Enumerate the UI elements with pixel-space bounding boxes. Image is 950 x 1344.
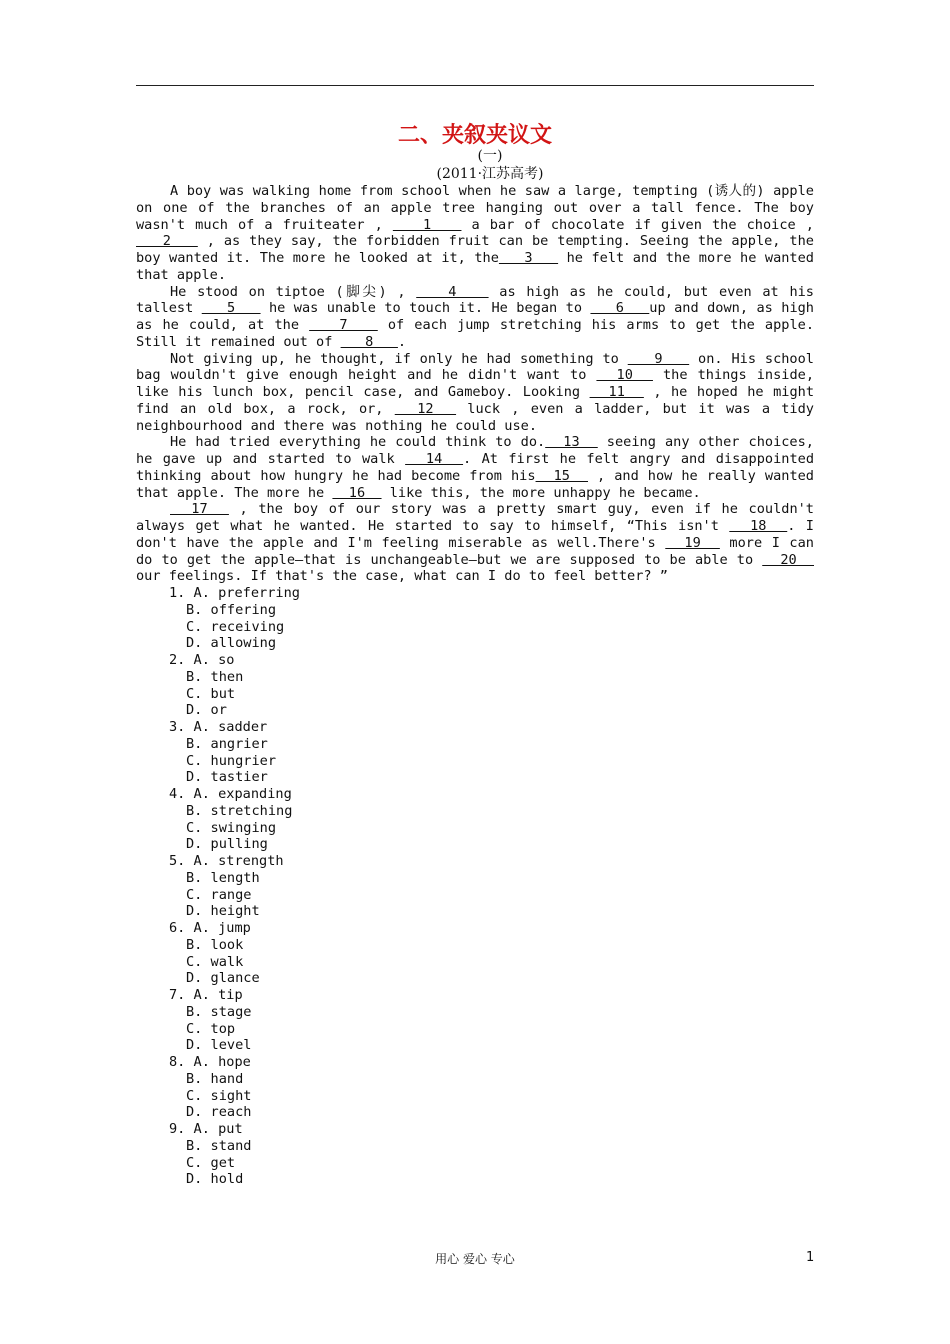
answer-blank: 10	[596, 367, 653, 384]
answer-option: C. sight	[186, 1087, 252, 1104]
question-item: 2. A. so	[169, 652, 235, 668]
header-rule	[136, 85, 814, 86]
passage-paragraph: Not giving up, he thought, if only he had something to 9 on. His school bag wouldn't give enough height and he didn't want to 10 the things inside, like his lunch box, pencil case, and Gameboy. Looking 11 , he hoped he might find an old box, a rock, or, 12 luck , even a ladder, but it was a tidy neighbourhood and there was nothing he could use.	[136, 350, 815, 434]
passage-paragraph: 17 , the boy of our story was a pretty smart guy, even if he couldn't always get what he wanted. He started to say to himself, “This isn't 18 . I don't have the apple and I'm feeling miserable as well.There's 19 more I can do to get the apple—that is unchangeable—but we are supposed to be able to 20 our feelings. If that's the case, what can I do to feel better? ”	[136, 501, 814, 585]
answer-option: B. angrier	[186, 735, 268, 752]
passage-paragraph: He had tried everything he could think to do. 13 seeing any other choices, he gave up and started to walk 14 . At first he felt angry and disappointed thinking about how hungry he had become from his 15 , and how he really wanted that apple. The more he 16 like this, the more unhappy he became.	[136, 434, 814, 501]
answer-blank: 13	[545, 434, 598, 451]
question-item: 5. A. strength	[169, 853, 284, 869]
answer-option: C. range	[186, 886, 252, 903]
question-item: 7. A. tip	[169, 987, 243, 1003]
passage	[136, 183, 814, 585]
answer-option: C. hungrier	[186, 752, 277, 769]
answer-blank: 3	[498, 250, 559, 266]
section-number: (一)	[477, 148, 503, 164]
source-label: (2011·江苏高考)	[436, 166, 544, 182]
answer-blank: 15	[535, 467, 588, 484]
answer-blank: 2	[136, 233, 198, 250]
answer-option: B. length	[186, 869, 260, 886]
answer-option: D. reach	[186, 1104, 252, 1121]
answer-blank: 6	[590, 300, 650, 317]
footer-text: 用心 爱心 专心	[435, 1252, 515, 1266]
answer-blank: 16	[332, 484, 382, 501]
answer-option: C. get	[186, 1154, 236, 1171]
question-list	[136, 585, 814, 1188]
answer-blank: 9	[627, 350, 690, 367]
answer-option: B. look	[186, 936, 244, 953]
answer-option: B. then	[186, 668, 244, 685]
answer-blank: 8	[340, 333, 398, 350]
answer-option: C. swinging	[186, 819, 277, 836]
page-number: 1	[806, 1250, 815, 1265]
answer-option: B. offering	[186, 601, 277, 618]
answer-blank: 12	[394, 400, 457, 417]
question-item: 9. A. put	[169, 1121, 243, 1137]
answer-blank: 14	[405, 451, 464, 467]
question-item: 6. A. jump	[169, 920, 251, 936]
answer-blank: 18	[729, 518, 788, 534]
answer-blank: 19	[665, 534, 720, 551]
answer-blank: 7	[309, 317, 378, 333]
answer-option: D. glance	[186, 970, 260, 987]
answer-blank: 5	[201, 300, 261, 317]
answer-option: D. level	[186, 1037, 252, 1054]
answer-option: D. or	[186, 702, 227, 719]
page-title: 二、夹叙夹议文	[397, 123, 552, 148]
question-item: 1. A. preferring	[169, 585, 300, 601]
answer-option: B. hand	[186, 1070, 244, 1087]
question-item: 8. A. hope	[169, 1054, 251, 1070]
answer-option: C. walk	[186, 953, 244, 970]
answer-blank: 20	[762, 551, 814, 568]
answer-option: D. tastier	[186, 769, 268, 786]
answer-blank: 1	[392, 216, 462, 233]
answer-option: D. allowing	[186, 635, 277, 652]
passage-paragraph: A boy was walking home from school when he saw a large, tempting (诱人的) apple on one of the branches of an apple tree hanging out over a tall fence. The boy wasn't much of a fruiteater , 1 a bar of chocolate if given the choice , 2 , as they say, the forbidden fruit can be tempting. Seeing the apple, the boy wanted it. The more he looked at it, the 3 he felt and the more he wanted that apple.	[136, 183, 814, 283]
answer-option: D. height	[186, 903, 260, 920]
answer-option: B. stand	[186, 1137, 252, 1154]
document-body	[136, 183, 814, 1188]
answer-option: B. stage	[186, 1003, 252, 1020]
answer-option: C. receiving	[186, 618, 285, 635]
passage-paragraph: He stood on tiptoe (脚尖) , 4 as high as he could, but even at his tallest 5 he was unable to touch it. He began to 6 up and down, as high as he could, at the 7 of each jump stretching his arms to get the apple. Still it remained out of 8 .	[136, 283, 815, 350]
answer-option: C. but	[186, 685, 236, 702]
answer-blank: 11	[589, 384, 644, 400]
answer-option: D. pulling	[186, 836, 268, 853]
answer-blank: 4	[416, 283, 489, 300]
answer-option: D. hold	[186, 1171, 244, 1188]
answer-option: B. stretching	[186, 802, 293, 819]
question-item: 3. A. sadder	[169, 719, 268, 735]
answer-option: C. top	[186, 1020, 236, 1037]
answer-blank: 17	[170, 501, 229, 518]
question-item: 4. A. expanding	[169, 786, 292, 802]
